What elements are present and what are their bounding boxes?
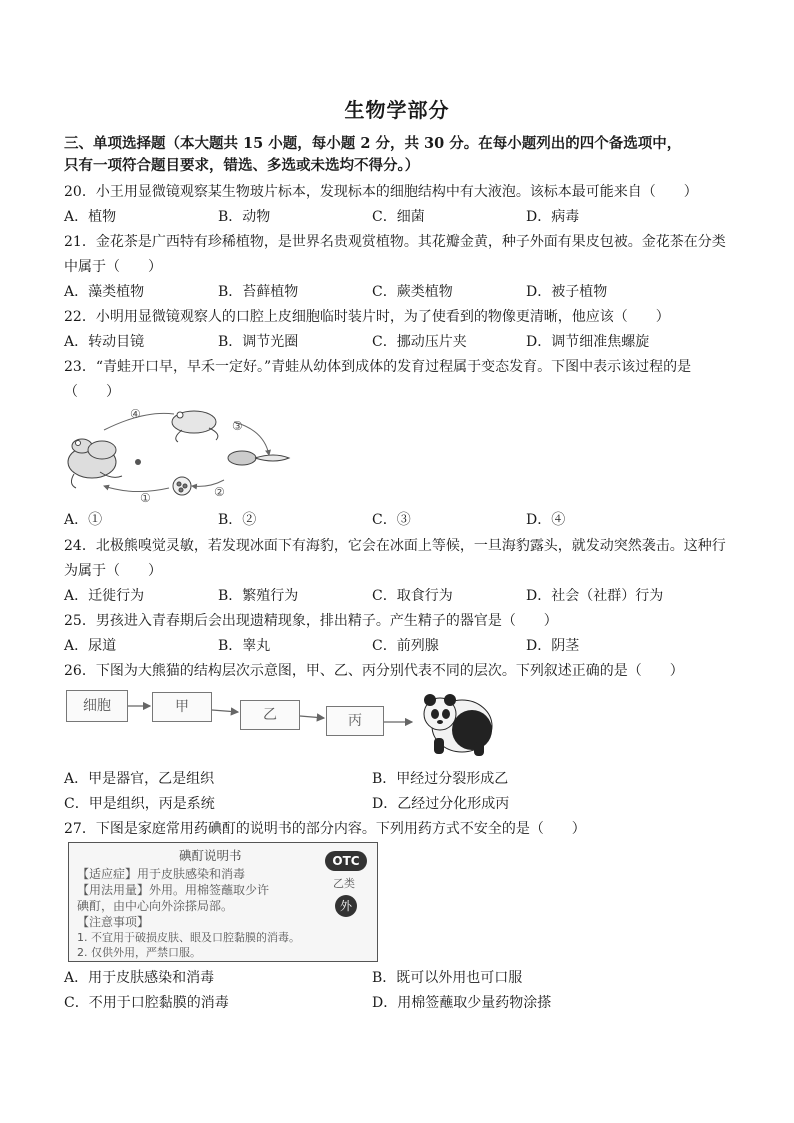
- q27-option-d[interactable]: D．用棉签蘸取少量药物涂搽: [372, 995, 552, 1011]
- q26-stem: 26．下图为大熊猫的结构层次示意图，甲、乙、丙分别代表不同的层次。下列叙述正确的是（ ）: [64, 663, 684, 679]
- hierarchy-arrow-2: [212, 710, 238, 712]
- q23-option-a[interactable]: A．①: [64, 512, 103, 528]
- panda-icon: [418, 684, 496, 758]
- figure-label-2: ②: [214, 485, 225, 499]
- hierarchy-box-cell: 细胞: [66, 690, 128, 722]
- page-title: 生物学部分: [344, 98, 450, 122]
- q20-stem: 20．小王用显微镜观察某生物玻片标本，发现标本的细胞结构中有大液泡。该标本最可能来自（ ）: [64, 184, 698, 200]
- external-use-badge: 外: [335, 895, 357, 917]
- figure-label-4: ④: [130, 407, 141, 421]
- q27-stem: 27．下图是家庭常用药碘酊的说明书的部分内容。下列用药方式不安全的是（ ）: [64, 821, 586, 837]
- q24-option-c[interactable]: C．取食行为: [372, 588, 453, 604]
- q22-stem: 22．小明用显微镜观察人的口腔上皮细胞临时装片时，为了使看到的物像更清晰，他应该（ ）: [64, 309, 670, 325]
- q21-option-a[interactable]: A．藻类植物: [64, 284, 145, 300]
- arrow-1: [104, 486, 169, 492]
- q23-option-b[interactable]: B．②: [218, 512, 257, 528]
- q25-option-c[interactable]: C．前列腺: [372, 638, 439, 654]
- q27-option-c[interactable]: C．不用于口腔黏膜的消毒: [64, 995, 229, 1011]
- leaflet-title: 碘酊说明书: [179, 848, 242, 863]
- leaflet-line-6: 2. 仅供外用，严禁口服。: [77, 946, 201, 959]
- figure-label-1: ①: [140, 491, 151, 505]
- tadpole-icon: [228, 451, 289, 465]
- q26-option-c[interactable]: C．甲是组织，丙是系统: [64, 796, 215, 812]
- section-heading-1: 三、单项选择题（本大题共 15 小题，每小题 2 分，共 30 分。在每小题列出的四个备选项中，: [64, 135, 682, 152]
- q25-option-b[interactable]: B．睾丸: [218, 638, 271, 654]
- hierarchy-box-bing: 丙: [326, 706, 384, 736]
- q25-option-a[interactable]: A．尿道: [64, 638, 117, 654]
- q22-option-d[interactable]: D．调节细准焦螺旋: [526, 334, 650, 350]
- q24-option-d[interactable]: D．社会（社群）行为: [526, 588, 664, 604]
- leaflet-line-2: 【用法用量】外用。用棉签蘸取少许: [77, 883, 270, 897]
- q25-option-d[interactable]: D．阴茎: [526, 638, 580, 654]
- q27-option-b[interactable]: B．既可以外用也可口服: [372, 970, 523, 986]
- q20-option-d[interactable]: D．病毒: [526, 209, 580, 225]
- q21-stem-2: 中属于（ ）: [64, 259, 162, 275]
- q26-option-b[interactable]: B．甲经过分裂形成乙: [372, 771, 509, 787]
- hierarchy-arrow-3: [300, 716, 324, 718]
- q22-option-a[interactable]: A．转动目镜: [64, 334, 145, 350]
- leaflet-line-4: 【注意事项】: [77, 915, 150, 929]
- q21-option-c[interactable]: C．蕨类植物: [372, 284, 453, 300]
- iodine-tincture-leaflet: [68, 842, 378, 962]
- q20-option-a[interactable]: A．植物: [64, 209, 117, 225]
- q24-stem-1: 24．北极熊嗅觉灵敏，若发现冰面下有海豹，它会在冰面上等候，一旦海豹露头，就发动突然袭击。这种行: [64, 538, 726, 554]
- q20-option-b[interactable]: B．动物: [218, 209, 271, 225]
- hierarchy-arrows: [60, 684, 440, 764]
- q23-stem-2: （ ）: [64, 384, 120, 400]
- q26-option-d[interactable]: D．乙经过分化形成丙: [372, 796, 510, 812]
- q22-option-c[interactable]: C．挪动压片夹: [372, 334, 467, 350]
- q21-stem-1: 21．金花茶是广西特有珍稀植物，是世界名贵观赏植物。其花瓣金黄，种子外面有果皮包被。金花茶在分类: [64, 234, 726, 250]
- q23-stem-1: 23．“青蛙开口早，早禾一定好。”青蛙从幼体到成体的发育过程属于变态发育。下图中表示该过程的是: [64, 359, 692, 375]
- section-heading-2: 只有一项符合题目要求，错选、多选或未选均不得分。）: [64, 157, 420, 174]
- category-label: 乙类: [333, 877, 355, 890]
- adult-frogs-icon: [68, 439, 122, 488]
- hierarchy-box-jia: 甲: [152, 692, 212, 722]
- figure-label-3: ③: [232, 419, 243, 433]
- young-frog-icon: [172, 411, 218, 442]
- leaflet-line-5: 1. 不宜用于破损皮肤、眼及口腔黏膜的消毒。: [77, 931, 300, 944]
- egg-cluster-icon: [173, 477, 191, 495]
- otc-badge: OTC: [325, 851, 367, 871]
- frog-life-cycle-figure: [64, 400, 294, 505]
- q24-option-a[interactable]: A．迁徙行为: [64, 588, 145, 604]
- q23-option-d[interactable]: D．④: [526, 512, 566, 528]
- q26-option-a[interactable]: A．甲是器官，乙是组织: [64, 771, 215, 787]
- leaflet-line-3: 碘酊，由中心向外涂搽局部。: [77, 899, 234, 913]
- q22-option-b[interactable]: B．调节光圈: [218, 334, 299, 350]
- q25-stem: 25．男孩进入青春期后会出现遗精现象，排出精子。产生精子的器官是（ ）: [64, 613, 558, 629]
- leaflet-line-1: 【适应症】用于皮肤感染和消毒: [77, 867, 246, 881]
- hierarchy-box-yi: 乙: [240, 700, 300, 730]
- q24-option-b[interactable]: B．繁殖行为: [218, 588, 299, 604]
- q21-option-d[interactable]: D．被子植物: [526, 284, 608, 300]
- q21-option-b[interactable]: B．苔藓植物: [218, 284, 299, 300]
- q23-option-c[interactable]: C．③: [372, 512, 411, 528]
- eggs-small-icon: [135, 459, 141, 465]
- q27-option-a[interactable]: A．用于皮肤感染和消毒: [64, 970, 215, 986]
- q20-option-c[interactable]: C．细菌: [372, 209, 425, 225]
- q24-stem-2: 为属于（ ）: [64, 563, 162, 579]
